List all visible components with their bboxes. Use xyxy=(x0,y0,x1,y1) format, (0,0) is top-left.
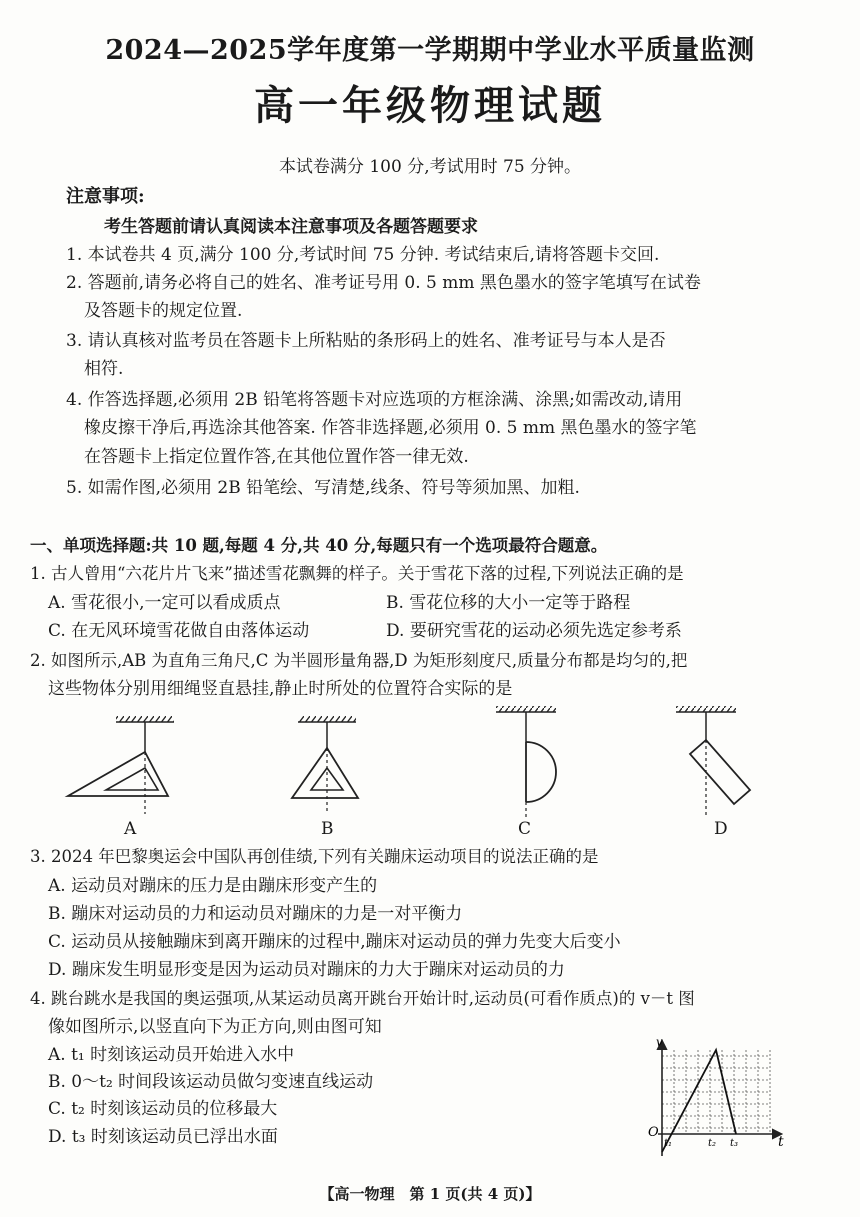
notice-line: 3. 请认真核对监考员在答题卡上所粘贴的条形码上的姓名、准考证号与本人是否 xyxy=(66,331,666,351)
notice-line: 橡皮擦干净后,再选涂其他答案. 作答非选择题,必须用 0. 5 mm 黑色墨水的签字笔 xyxy=(84,418,697,438)
question-4-option-b: B. 0～t₂ 时间段该运动员做匀变速直线运动 xyxy=(48,1072,374,1092)
notice-line: 2. 答题前,请务必将自己的姓名、准考证号用 0. 5 mm 黑色墨水的签字笔填写在试卷 xyxy=(66,273,701,293)
notice-subheading: 考生答题前请认真阅读本注意事项及各题答题要求 xyxy=(104,217,478,237)
question-1-stem: 1. 古人曾用“六花片片飞来”描述雪花飘舞的样子。关于雪花下落的过程,下列说法正确的是 xyxy=(30,564,684,583)
notice-line: 5. 如需作图,必须用 2B 铅笔绘、写清楚,线条、符号等须加黑、加粗. xyxy=(66,478,580,498)
hanging-ruler-d xyxy=(676,706,750,818)
exam-title-line2: 高一年级物理试题 xyxy=(254,82,606,129)
question-1-option-a: A. 雪花很小,一定可以看成质点 xyxy=(48,593,281,613)
t2-label: t₂ xyxy=(708,1138,717,1149)
origin-label: O xyxy=(648,1125,659,1140)
figure-label-d: D xyxy=(714,819,728,839)
figure-label-b: B xyxy=(321,819,334,839)
question-4-option-c: C. t₂ 时刻该运动员的位移最大 xyxy=(48,1099,278,1119)
notice-line: 1. 本试卷共 4 页,满分 100 分,考试时间 75 分钟. 考试结束后,请将答题卡交回. xyxy=(66,245,660,265)
question-4-option-a: A. t₁ 时刻该运动员开始进入水中 xyxy=(48,1045,295,1065)
question-1-option-b: B. 雪花位移的大小一定等于路程 xyxy=(386,593,631,613)
question-3-option-c: C. 运动员从接触蹦床到离开蹦床的过程中,蹦床对运动员的弹力先变大后变小 xyxy=(48,932,621,952)
notice-line: 4. 作答选择题,必须用 2B 铅笔将答题卡对应选项的方框涂满、涂黑;如需改动,请用 xyxy=(66,390,683,410)
question-4-option-d: D. t₃ 时刻该运动员已浮出水面 xyxy=(48,1127,278,1147)
t3-label: t₃ xyxy=(730,1138,739,1149)
t1-label: t₁ xyxy=(664,1138,673,1149)
question-4-stem-cont: 像如图所示,以竖直向下为正方向,则由图可知 xyxy=(48,1017,382,1037)
hanging-triangle-a xyxy=(68,716,174,814)
vt-graph xyxy=(630,1036,790,1162)
page-footer: 【高一物理 第 1 页(共 4 页)】 xyxy=(319,1185,541,1203)
notice-heading: 注意事项: xyxy=(66,186,145,207)
hanging-triangle-b xyxy=(292,716,358,814)
exam-subtitle: 本试卷满分 100 分,考试用时 75 分钟。 xyxy=(278,157,582,177)
exam-title-line1: 2024—2025学年度第一学期期中学业水平质量监测 xyxy=(105,35,755,66)
question-1-option-d: D. 要研究雪花的运动必须先选定参考系 xyxy=(386,621,682,641)
question-4-stem: 4. 跳台跳水是我国的奥运强项,从某运动员离开跳台开始计时,运动员(可看作质点)的 v－t 图 xyxy=(30,989,695,1008)
question-2-figure xyxy=(40,700,820,840)
notice-line: 在答题卡上指定位置作答,在其他位置作答一律无效. xyxy=(84,447,469,467)
figure-label-a: A xyxy=(124,819,137,839)
question-3-option-d: D. 蹦床发生明显形变是因为运动员对蹦床的力大于蹦床对运动员的力 xyxy=(48,960,565,980)
question-3-option-b: B. 蹦床对运动员的力和运动员对蹦床的力是一对平衡力 xyxy=(48,904,463,924)
section-heading: 一、单项选择题:共 10 题,每题 4 分,共 40 分,每题只有一个选项最符合题意。 xyxy=(30,536,608,555)
question-1-option-c: C. 在无风环境雪花做自由落体运动 xyxy=(48,621,310,641)
hanging-protractor-c xyxy=(496,706,556,818)
figure-label-c: C xyxy=(518,819,532,839)
question-3-stem: 3. 2024 年巴黎奥运会中国队再创佳绩,下列有关蹦床运动项目的说法正确的是 xyxy=(30,847,599,866)
question-2-stem-cont: 这些物体分别用细绳竖直悬挂,静止时所处的位置符合实际的是 xyxy=(48,679,513,699)
vt-curve xyxy=(662,1050,739,1152)
t-axis-label: t xyxy=(778,1134,784,1150)
question-2-stem: 2. 如图所示,AB 为直角三角尺,C 为半圆形量角器,D 为矩形刻度尺,质量分布都是均匀的,把 xyxy=(30,651,688,670)
notice-line: 相符. xyxy=(84,359,124,379)
v-axis-label: v xyxy=(656,1036,663,1049)
notice-line: 及答题卡的规定位置. xyxy=(84,301,243,321)
question-3-option-a: A. 运动员对蹦床的压力是由蹦床形变产生的 xyxy=(48,876,378,896)
